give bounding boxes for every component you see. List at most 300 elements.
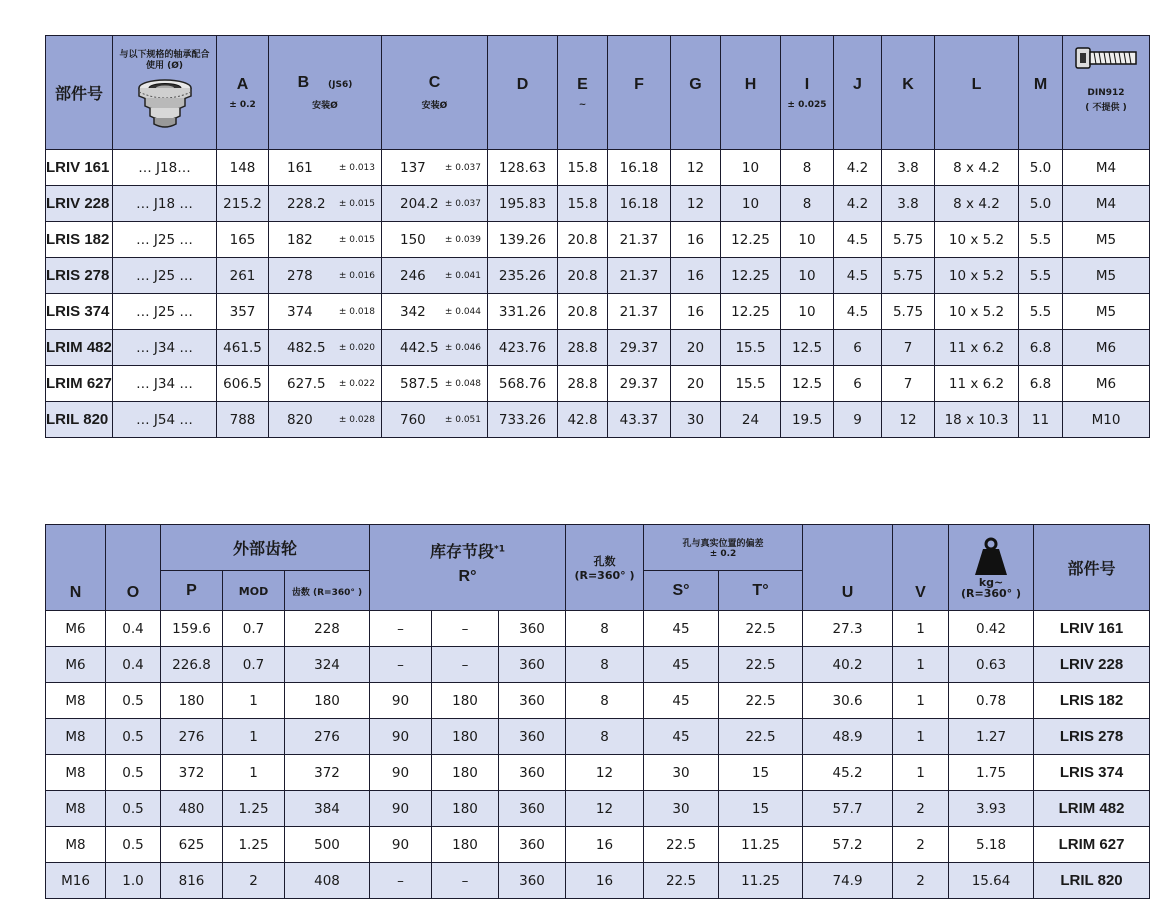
part-number: LRIV 161 (46, 150, 113, 186)
header-screw: DIN912 ( 不提供 ) (1063, 36, 1150, 150)
screw-icon (1074, 46, 1138, 70)
cell-u: 74.9 (803, 863, 893, 899)
part-number: LRIV 161 (1034, 611, 1150, 647)
cell-screw: M10 (1063, 402, 1150, 438)
cell-r2: – (432, 863, 499, 899)
table-row (46, 186, 1150, 222)
cell-c (382, 366, 488, 402)
cell-teeth: 228 (285, 611, 370, 647)
cell-c-tolerance: ± 0.048 (444, 378, 481, 389)
cell-f: 21.37 (608, 222, 671, 258)
cell-g: 30 (671, 402, 721, 438)
cell-b (269, 366, 382, 402)
cell-p: 625 (161, 827, 223, 863)
cell-j: 4.2 (834, 150, 882, 186)
cell-j: 4.5 (834, 222, 882, 258)
cell-v: 1 (893, 611, 949, 647)
cell-r2: 180 (432, 827, 499, 863)
cell-t: 22.5 (719, 719, 803, 755)
cell-b-tolerance: ± 0.016 (338, 270, 375, 281)
header-part-number-2: 部件号 (1034, 525, 1150, 611)
cell-e: 15.8 (558, 186, 608, 222)
cell-r3: 360 (499, 683, 566, 719)
header-a: A ± 0.2 (217, 36, 269, 150)
cell-c-value: 442.5 (400, 339, 439, 356)
part-number: LRIS 374 (46, 294, 113, 330)
cell-b-tolerance: ± 0.022 (338, 378, 375, 389)
cell-b-value: 182 (287, 231, 313, 248)
cell-i: 12.5 (781, 330, 834, 366)
cell-j: 6 (834, 330, 882, 366)
cell-h: 12.25 (721, 222, 781, 258)
bearing-icon (136, 78, 194, 132)
table-row (46, 827, 1150, 863)
cell-e: 15.8 (558, 150, 608, 186)
cell-c-tolerance: ± 0.046 (444, 342, 481, 353)
cell-mod: 1.25 (223, 827, 285, 863)
cell-b (269, 150, 382, 186)
cell-e: 20.8 (558, 258, 608, 294)
header-part-number: 部件号 (46, 36, 113, 150)
cell-c-tolerance: ± 0.041 (444, 270, 481, 281)
cell-g: 20 (671, 366, 721, 402)
cell-b-tolerance: ± 0.020 (338, 342, 375, 353)
cell-kg: 1.27 (949, 719, 1034, 755)
table-row (46, 863, 1150, 899)
cell-u: 27.3 (803, 611, 893, 647)
cell-o: 0.4 (106, 611, 161, 647)
cell-p: 816 (161, 863, 223, 899)
cell-holes: 8 (566, 611, 644, 647)
cell-c (382, 150, 488, 186)
cell-a: 461.5 (217, 330, 269, 366)
cell-t: 22.5 (719, 647, 803, 683)
cell-r3: 360 (499, 827, 566, 863)
cell-screw: M6 (1063, 330, 1150, 366)
cell-a: 261 (217, 258, 269, 294)
header-p: P (161, 571, 223, 611)
cell-b-value: 278 (287, 267, 313, 284)
cell-h: 15.5 (721, 330, 781, 366)
compatible-bearing: … J25 … (113, 222, 217, 258)
cell-t: 22.5 (719, 611, 803, 647)
cell-a: 606.5 (217, 366, 269, 402)
cell-b (269, 258, 382, 294)
cell-r1: – (370, 863, 432, 899)
header-external-gear: 外部齿轮 (161, 525, 370, 571)
cell-r3: 360 (499, 647, 566, 683)
cell-o: 0.5 (106, 683, 161, 719)
cell-v: 1 (893, 683, 949, 719)
cell-b-value: 820 (287, 411, 313, 428)
cell-holes: 16 (566, 827, 644, 863)
cell-holes: 16 (566, 863, 644, 899)
cell-e: 28.8 (558, 330, 608, 366)
cell-u: 40.2 (803, 647, 893, 683)
cell-u: 48.9 (803, 719, 893, 755)
header-stock-segments: 库存节段$^{*1}$ R° (370, 525, 566, 611)
header-compatible-bearing: 与以下规格的轴承配合使用 (Ø) (113, 36, 217, 150)
cell-kg: 15.64 (949, 863, 1034, 899)
cell-a: 357 (217, 294, 269, 330)
cell-j: 6 (834, 366, 882, 402)
cell-screw: M6 (1063, 366, 1150, 402)
cell-teeth: 276 (285, 719, 370, 755)
cell-c-tolerance: ± 0.044 (444, 306, 481, 317)
cell-screw: M5 (1063, 294, 1150, 330)
cell-kg: 0.78 (949, 683, 1034, 719)
cell-kg: 3.93 (949, 791, 1034, 827)
cell-m: 6.8 (1019, 366, 1063, 402)
cell-b (269, 186, 382, 222)
cell-c-tolerance: ± 0.051 (444, 414, 481, 425)
header-v: V (893, 525, 949, 611)
header-g: G (671, 36, 721, 150)
cell-f: 43.37 (608, 402, 671, 438)
cell-b (269, 402, 382, 438)
cell-r2: 180 (432, 755, 499, 791)
header-n: N (46, 525, 106, 611)
cell-a: 148 (217, 150, 269, 186)
table-row (46, 611, 1150, 647)
cell-mod: 2 (223, 863, 285, 899)
table-row (46, 683, 1150, 719)
cell-c-value: 246 (400, 267, 426, 284)
cell-g: 16 (671, 222, 721, 258)
cell-n: M6 (46, 611, 106, 647)
cell-h: 10 (721, 150, 781, 186)
header-f: F (608, 36, 671, 150)
cell-p: 276 (161, 719, 223, 755)
cell-k: 7 (882, 366, 935, 402)
cell-i: 10 (781, 294, 834, 330)
cell-screw: M4 (1063, 186, 1150, 222)
cell-b-tolerance: ± 0.013 (338, 162, 375, 173)
cell-m: 5.0 (1019, 186, 1063, 222)
cell-h: 12.25 (721, 258, 781, 294)
header-m: M (1019, 36, 1063, 150)
table-row (46, 402, 1150, 438)
cell-r1: 90 (370, 719, 432, 755)
cell-t: 15 (719, 791, 803, 827)
cell-d: 568.76 (488, 366, 558, 402)
cell-mod: 1 (223, 683, 285, 719)
part-number: LRIS 278 (1034, 719, 1150, 755)
cell-u: 45.2 (803, 755, 893, 791)
cell-r3: 360 (499, 791, 566, 827)
cell-j: 4.5 (834, 294, 882, 330)
cell-s: 30 (644, 755, 719, 791)
cell-t: 11.25 (719, 827, 803, 863)
cell-l: 18 x 10.3 (935, 402, 1019, 438)
compatible-bearing: … J18… (113, 150, 217, 186)
cell-s: 45 (644, 719, 719, 755)
table-row (46, 647, 1150, 683)
cell-b (269, 222, 382, 258)
cell-n: M8 (46, 791, 106, 827)
cell-b-value: 627.5 (287, 375, 326, 392)
cell-k: 5.75 (882, 258, 935, 294)
cell-b (269, 294, 382, 330)
cell-r3: 360 (499, 611, 566, 647)
cell-c-value: 760 (400, 411, 426, 428)
header-e: E ~ (558, 36, 608, 150)
cell-c-tolerance: ± 0.037 (444, 162, 481, 173)
header-t: T° (719, 571, 803, 611)
cell-b-tolerance: ± 0.028 (338, 414, 375, 425)
cell-c (382, 402, 488, 438)
cell-r2: – (432, 611, 499, 647)
compatible-bearing: … J34 … (113, 366, 217, 402)
header-i: I ± 0.025 (781, 36, 834, 150)
cell-r1: 90 (370, 791, 432, 827)
cell-t: 11.25 (719, 863, 803, 899)
cell-d: 235.26 (488, 258, 558, 294)
cell-v: 2 (893, 791, 949, 827)
cell-c (382, 330, 488, 366)
cell-u: 57.2 (803, 827, 893, 863)
cell-o: 0.5 (106, 827, 161, 863)
cell-m: 11 (1019, 402, 1063, 438)
cell-b-tolerance: ± 0.015 (338, 198, 375, 209)
cell-c-value: 137 (400, 159, 426, 176)
table-row (46, 755, 1150, 791)
cell-p: 372 (161, 755, 223, 791)
cell-f: 16.18 (608, 186, 671, 222)
cell-g: 20 (671, 330, 721, 366)
cell-r3: 360 (499, 719, 566, 755)
cell-n: M6 (46, 647, 106, 683)
cell-n: M16 (46, 863, 106, 899)
header-mod: MOD (223, 571, 285, 611)
cell-teeth: 500 (285, 827, 370, 863)
cell-g: 16 (671, 258, 721, 294)
table-row (46, 294, 1150, 330)
cell-j: 9 (834, 402, 882, 438)
cell-s: 30 (644, 791, 719, 827)
cell-holes: 12 (566, 755, 644, 791)
cell-s: 22.5 (644, 827, 719, 863)
cell-b-tolerance: ± 0.018 (338, 306, 375, 317)
cell-i: 8 (781, 150, 834, 186)
cell-i: 10 (781, 258, 834, 294)
cell-v: 2 (893, 827, 949, 863)
cell-r1: – (370, 611, 432, 647)
cell-a: 215.2 (217, 186, 269, 222)
header-weight: kg~ (R=360° ) (949, 525, 1034, 611)
cell-i: 12.5 (781, 366, 834, 402)
cell-m: 5.0 (1019, 150, 1063, 186)
cell-b-value: 482.5 (287, 339, 326, 356)
table1-header-row (46, 36, 1150, 150)
part-number: LRIS 374 (1034, 755, 1150, 791)
cell-l: 10 x 5.2 (935, 222, 1019, 258)
cell-a: 788 (217, 402, 269, 438)
cell-e: 20.8 (558, 294, 608, 330)
header-l: L (935, 36, 1019, 150)
table-row (46, 330, 1150, 366)
cell-screw: M5 (1063, 222, 1150, 258)
cell-l: 8 x 4.2 (935, 150, 1019, 186)
cell-s: 45 (644, 611, 719, 647)
part-number: LRIS 182 (1034, 683, 1150, 719)
cell-mod: 0.7 (223, 611, 285, 647)
cell-l: 10 x 5.2 (935, 258, 1019, 294)
cell-c-value: 150 (400, 231, 426, 248)
cell-k: 5.75 (882, 294, 935, 330)
cell-o: 0.5 (106, 791, 161, 827)
cell-r2: 180 (432, 683, 499, 719)
cell-v: 1 (893, 719, 949, 755)
cell-j: 4.5 (834, 258, 882, 294)
header-s: S° (644, 571, 719, 611)
cell-n: M8 (46, 719, 106, 755)
cell-b-value: 161 (287, 159, 313, 176)
cell-kg: 0.63 (949, 647, 1034, 683)
cell-d: 139.26 (488, 222, 558, 258)
cell-u: 57.7 (803, 791, 893, 827)
cell-g: 12 (671, 150, 721, 186)
table-row (46, 791, 1150, 827)
cell-c (382, 186, 488, 222)
header-teeth: 齿数 (R=360° ) (285, 571, 370, 611)
table-row (46, 366, 1150, 402)
part-number: LRIS 278 (46, 258, 113, 294)
cell-holes: 12 (566, 791, 644, 827)
cell-l: 11 x 6.2 (935, 366, 1019, 402)
cell-p: 180 (161, 683, 223, 719)
cell-o: 1.0 (106, 863, 161, 899)
gear-table (45, 524, 1150, 899)
cell-c (382, 222, 488, 258)
cell-c-tolerance: ± 0.039 (444, 234, 481, 245)
cell-h: 24 (721, 402, 781, 438)
cell-t: 22.5 (719, 683, 803, 719)
part-number: LRIM 627 (1034, 827, 1150, 863)
header-b: B (JS6) 安装Ø (269, 36, 382, 150)
cell-b-tolerance: ± 0.015 (338, 234, 375, 245)
cell-mod: 1 (223, 719, 285, 755)
cell-mod: 0.7 (223, 647, 285, 683)
part-number: LRIM 482 (46, 330, 113, 366)
compatible-bearing: … J54 … (113, 402, 217, 438)
cell-k: 12 (882, 402, 935, 438)
cell-k: 7 (882, 330, 935, 366)
header-o: O (106, 525, 161, 611)
part-number: LRIM 482 (1034, 791, 1150, 827)
table-row (46, 222, 1150, 258)
cell-m: 5.5 (1019, 258, 1063, 294)
table-row (46, 150, 1150, 186)
header-hole-deviation: 孔与真实位置的偏差 ± 0.2 (644, 525, 803, 571)
cell-o: 0.4 (106, 647, 161, 683)
header-k: K (882, 36, 935, 150)
compatible-bearing: … J25 … (113, 294, 217, 330)
cell-r1: 90 (370, 755, 432, 791)
part-number: LRIM 627 (46, 366, 113, 402)
cell-l: 11 x 6.2 (935, 330, 1019, 366)
cell-p: 226.8 (161, 647, 223, 683)
cell-h: 15.5 (721, 366, 781, 402)
table2-header-row-1 (46, 525, 1150, 571)
cell-p: 159.6 (161, 611, 223, 647)
cell-g: 16 (671, 294, 721, 330)
cell-r1: 90 (370, 827, 432, 863)
cell-f: 29.37 (608, 366, 671, 402)
part-number: LRIV 228 (1034, 647, 1150, 683)
cell-d: 733.26 (488, 402, 558, 438)
cell-h: 12.25 (721, 294, 781, 330)
cell-m: 5.5 (1019, 294, 1063, 330)
cell-r1: 90 (370, 683, 432, 719)
cell-teeth: 408 (285, 863, 370, 899)
cell-kg: 0.42 (949, 611, 1034, 647)
cell-b-value: 374 (287, 303, 313, 320)
cell-t: 15 (719, 755, 803, 791)
compatible-bearing: … J25 … (113, 258, 217, 294)
cell-teeth: 384 (285, 791, 370, 827)
cell-d: 128.63 (488, 150, 558, 186)
compatible-bearing: … J18 … (113, 186, 217, 222)
cell-r2: 180 (432, 791, 499, 827)
header-u: U (803, 525, 893, 611)
cell-e: 42.8 (558, 402, 608, 438)
header-h: H (721, 36, 781, 150)
cell-f: 16.18 (608, 150, 671, 186)
cell-k: 3.8 (882, 186, 935, 222)
cell-r3: 360 (499, 863, 566, 899)
cell-o: 0.5 (106, 755, 161, 791)
dimensions-table (45, 35, 1150, 438)
cell-i: 10 (781, 222, 834, 258)
cell-c-tolerance: ± 0.037 (444, 198, 481, 209)
cell-f: 29.37 (608, 330, 671, 366)
cell-c (382, 258, 488, 294)
cell-d: 423.76 (488, 330, 558, 366)
cell-e: 20.8 (558, 222, 608, 258)
cell-n: M8 (46, 755, 106, 791)
cell-g: 12 (671, 186, 721, 222)
cell-p: 480 (161, 791, 223, 827)
cell-f: 21.37 (608, 258, 671, 294)
cell-n: M8 (46, 683, 106, 719)
cell-o: 0.5 (106, 719, 161, 755)
cell-kg: 1.75 (949, 755, 1034, 791)
part-number: LRIV 228 (46, 186, 113, 222)
part-number: LRIL 820 (1034, 863, 1150, 899)
cell-teeth: 372 (285, 755, 370, 791)
header-d: D (488, 36, 558, 150)
part-number: LRIS 182 (46, 222, 113, 258)
cell-kg: 5.18 (949, 827, 1034, 863)
cell-f: 21.37 (608, 294, 671, 330)
part-number: LRIL 820 (46, 402, 113, 438)
cell-j: 4.2 (834, 186, 882, 222)
header-c: C 安装Ø (382, 36, 488, 150)
cell-s: 45 (644, 647, 719, 683)
table-row (46, 258, 1150, 294)
cell-mod: 1.25 (223, 791, 285, 827)
cell-holes: 8 (566, 647, 644, 683)
header-holes: 孔数 (R=360° ) (566, 525, 644, 611)
cell-s: 45 (644, 683, 719, 719)
table-row (46, 719, 1150, 755)
cell-k: 5.75 (882, 222, 935, 258)
cell-l: 8 x 4.2 (935, 186, 1019, 222)
cell-u: 30.6 (803, 683, 893, 719)
cell-screw: M4 (1063, 150, 1150, 186)
cell-r2: – (432, 647, 499, 683)
